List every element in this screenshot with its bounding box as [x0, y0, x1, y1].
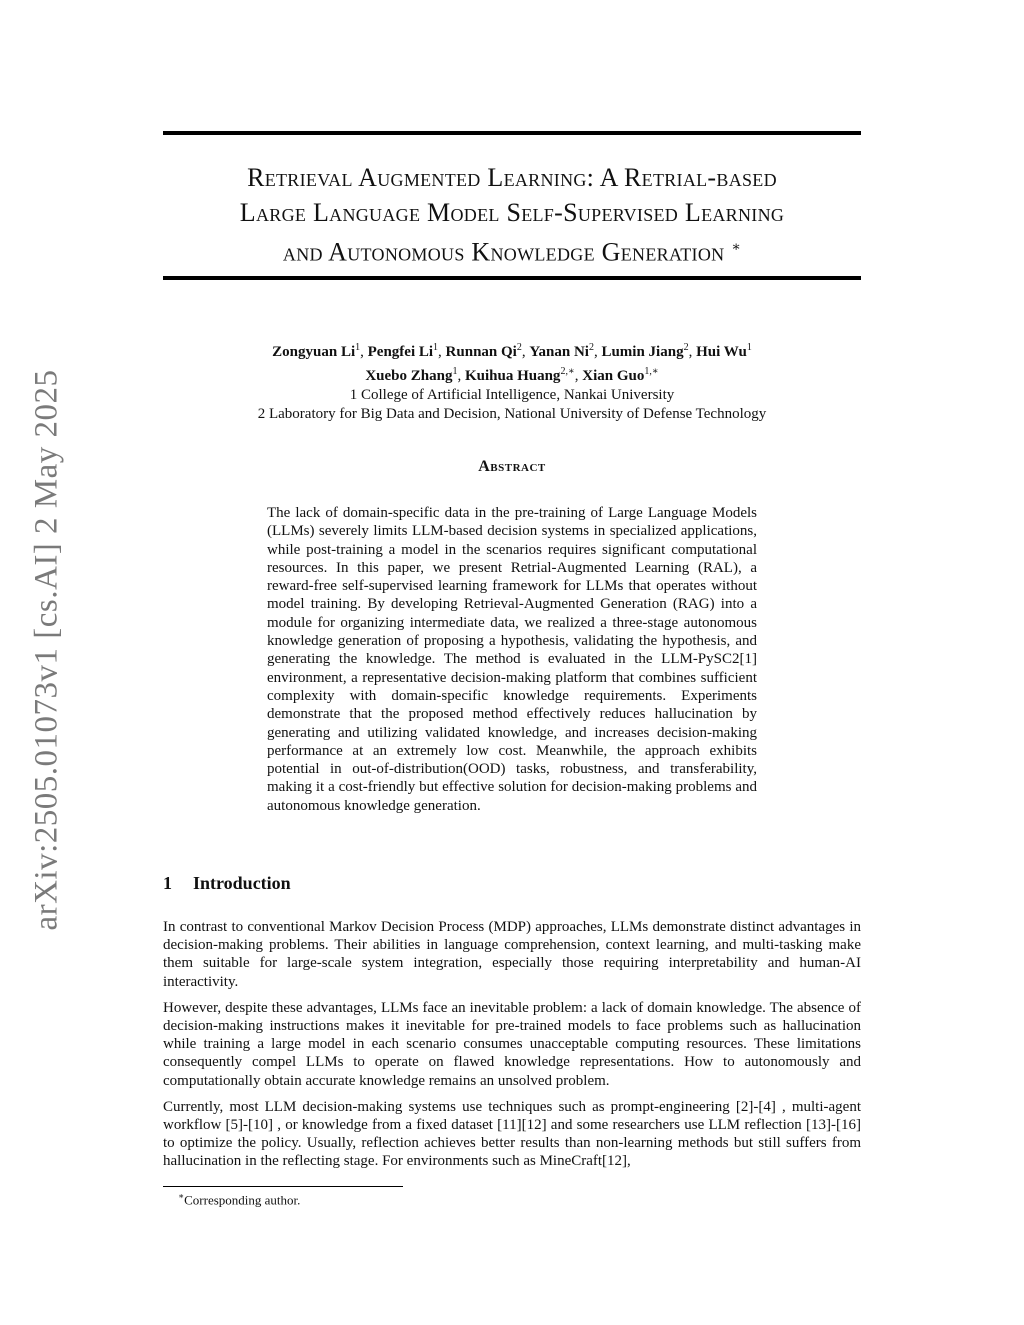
author-name: Zongyuan Li: [272, 344, 356, 360]
paragraph: Currently, most LLM decision-making systems use techniques such as prompt-engineering [2]-[4] , multi-agent workflow [5]-[10] , or knowledge from a fixed dataset [11][12] and some researchers use LLM reflection [13]-[16] to optimize the policy. Usually, reflection achieves better results than non-learning methods but still suffers from hallucination in the reflecting stage. For environments such as MineCraft[12],: [163, 1098, 861, 1170]
paragraph: In contrast to conventional Markov Decision Process (MDP) approaches, LLMs demonstrate distinct advantages in decision-making problems. Their abilities in language comprehension, context learning, and multi-tasking make them suitable for large-scale system integration, especially those requiring interpretability and human-AI interactivity.: [163, 919, 861, 990]
author-block: [163, 338, 861, 424]
author-name: Runnan Qi: [445, 344, 517, 360]
section-title: Introduction: [193, 873, 291, 893]
section-heading-introduction: [163, 873, 291, 894]
introduction-body: [163, 918, 861, 1179]
paragraph: However, despite these advantages, LLMs face an inevitable problem: a lack of domain knowledge. The absence of decision-making instructions makes it inevitable for pre-trained models to face problems such as hallucination while training a large model in each scenario consumes unacceptable computing resources. These limitations consequently compel LLMs to operate on flawed knowledge representations. How to autonomously and computationally obtain accurate knowledge remains an unsolved problem.: [163, 999, 861, 1089]
title-footnote-mark: ∗: [731, 240, 742, 255]
author-name: Hui Wu: [696, 344, 747, 360]
affiliation-2: 2 Laboratory for Big Data and Decision, National University of Defense Technology: [257, 406, 767, 422]
title-rule-bottom: [163, 276, 861, 280]
author-name: Xuebo Zhang: [365, 368, 453, 384]
abstract-text: The lack of domain-specific data in the pre-training of Large Language Models (LLMs) severely limits LLM-based decision systems in specialized applications, while post-training a model in the scenarios requires significant computational resources. In this paper, we present Retrial-Augmented Learning (RAL), a reward-free self-supervised learning framework for LLMs that operates without model training. By developing Retrieval-Augmented Generation (RAG) into a module for organizing intermediate data, we realized a three-stage autonomous knowledge generation of proposing a hypothesis, validating the hypothesis, and generating the knowledge. The method is evaluated in the LLM-PySC2[1] environment, a representative decision-making platform that combines sufficient complexity with domain-specific knowledge requirements. Experiments demonstrate that the proposed method effectively reduces hallucination by generating and utilizing validated knowledge, and increases decision-making performance at an extremely low cost. Meanwhile, the approach exhibits potential in out-of-distribution(OOD) tasks, robustness, and transferability, making it a cost-friendly but effective solution for decision-making problems and autonomous knowledge generation.: [267, 505, 757, 814]
author-line-1: Zongyuan Li$^1$, Pengfei Li$^1$, Runnan Qi$^2$, Yanan Ni$^2$, Lumin Jiang$^2$, Hui Wu$^1$: [272, 342, 752, 360]
title-line-1: Retrieval Augmented Learning: A Retrial-based: [247, 163, 777, 192]
author-name: Lumin Jiang: [601, 344, 684, 360]
author-line-2: Xuebo Zhang$^1$, Kuihua Huang$^{2,∗}$, Xian Guo$^{1,∗}$: [365, 366, 659, 384]
affiliation-1: 1 College of Artificial Intelligence, Nankai University: [349, 387, 675, 403]
author-name: Kuihua Huang: [464, 368, 561, 384]
author-name: Xian Guo: [582, 368, 645, 384]
footnote-text: Corresponding author.: [184, 1192, 301, 1208]
section-number: 1: [163, 873, 172, 893]
title-rule-top: [163, 131, 861, 135]
title-line-3: and Autonomous Knowledge Generation ∗: [282, 237, 742, 267]
footnote-rule: [163, 1186, 403, 1187]
paper-title: [163, 160, 861, 270]
footnote: [178, 1191, 300, 1208]
arxiv-identifier: arXiv:2505.01073v1 [cs.AI] 2 May 2025: [28, 369, 65, 931]
title-line-2: Large Language Model Self-Supervised Learning: [239, 198, 785, 227]
abstract-heading: Abstract: [478, 458, 546, 475]
author-name: Yanan Ni: [529, 344, 589, 360]
footnote-mark: ∗: [178, 1191, 185, 1201]
author-name: Pengfei Li: [367, 344, 434, 360]
